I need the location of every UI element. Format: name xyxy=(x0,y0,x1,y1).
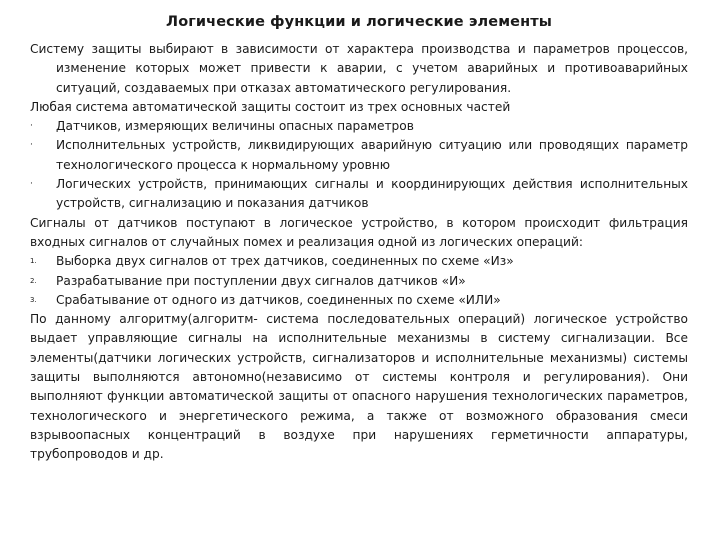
bullet-marker: · xyxy=(30,121,33,132)
numbered-text: Разрабатывание при поступлении двух сигналов датчиков «И» xyxy=(56,273,466,288)
bullet-item xyxy=(30,117,688,136)
bullet-text: Исполнительных устройств, ликвидирующих аварийную ситуацию или проводящих параметр технологического процесса к нормальному уровню xyxy=(56,138,688,172)
paragraph-system-parts: Любая система автоматической защиты состоит из трех основных частей xyxy=(30,99,511,114)
numbered-text: Срабатывание от одного из датчиков, соединенных по схеме «ИЛИ» xyxy=(56,292,501,307)
paragraph-algorithm: По данному алгоритму(алгоритм- система последовательных операций) логическое устройство выдает управляющие сигналы на исполнительные механизмы в систему сигнализации. Все элементы(датчики логических устройств, сигнализаторов и исполнительные механизмы) системы защиты выполняются автономно(независимо от системы контроля и регулирования). Они выполняют функции автоматической защиты от опасного нарушения технологических параметров, технологического и энергетического режима, а также от возможного образования смеси взрывоопасных концентраций в воздухе при нарушениях герметичности аппаратуры, трубопроводов и др. xyxy=(30,312,688,462)
numbered-item xyxy=(30,252,688,271)
numbered-item xyxy=(30,272,688,291)
bullet-marker: · xyxy=(30,140,33,151)
numbered-item xyxy=(30,291,688,310)
bullet-text: Датчиков, измеряющих величины опасных параметров xyxy=(56,119,414,134)
numbered-text: Выборка двух сигналов от трех датчиков, соединенных по схеме «Из» xyxy=(56,254,514,269)
bullet-marker: · xyxy=(30,179,33,190)
paragraph-signals: Сигналы от датчиков поступают в логическое устройство, в котором происходит фильтрация входных сигналов от случайных помех и реализация одной из логических операций: xyxy=(30,215,688,249)
number-marker: 3. xyxy=(30,295,37,304)
slide-title: Логические функции и логические элементы xyxy=(166,14,552,30)
number-marker: 1. xyxy=(30,257,37,266)
bullet-item xyxy=(30,175,688,214)
bullet-text: Логических устройств, принимающих сигналы и координирующих действия исполнительных устройств, сигнализацию и показания датчиков xyxy=(56,177,688,211)
bullet-item xyxy=(30,136,688,175)
paragraph-intro: Систему защиты выбирают в зависимости от характера производства и параметров процессов, изменение которых может привести к аварии, с учетом аварийных и противоаварийных ситуаций, создаваемых при отказах автоматического регулирования. xyxy=(30,42,688,95)
number-marker: 2. xyxy=(30,276,37,285)
slide-content xyxy=(30,40,688,465)
